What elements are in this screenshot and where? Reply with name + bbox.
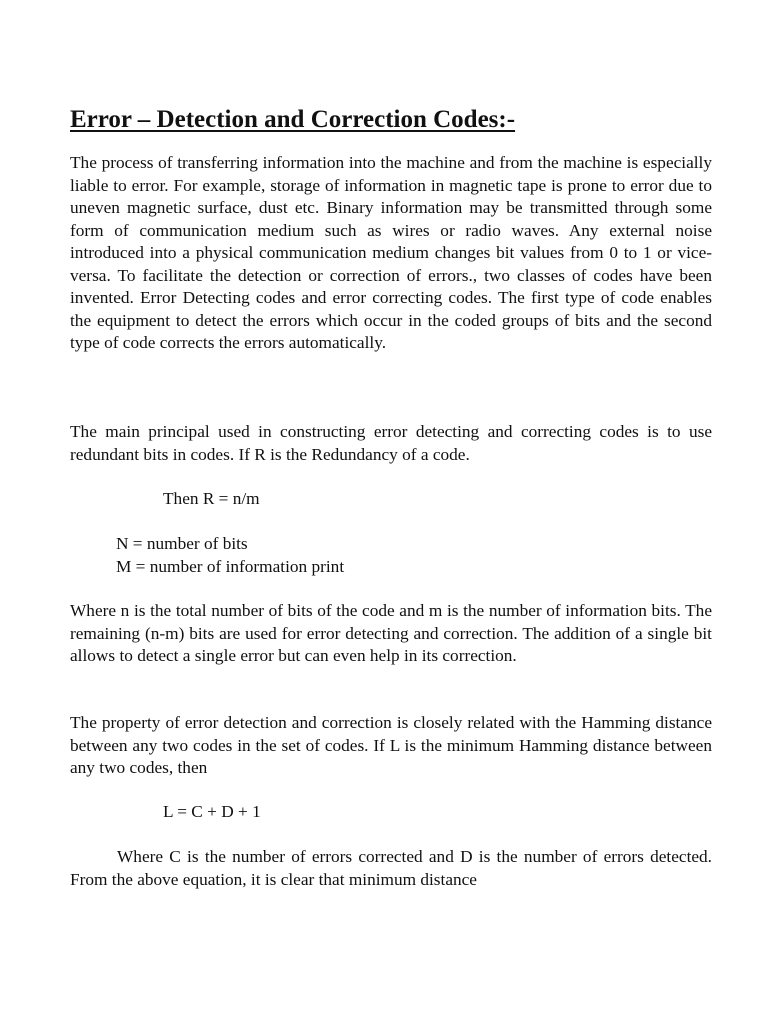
formula-redundancy: Then R = n/m xyxy=(163,489,260,508)
paragraph-intro: The process of transferring information into the machine and from the machine is especially liable to error. For example, storage of information in magnetic tape is prone to error due to uneven magnetic surface, dust etc. Binary information may be transmitted through some form of communication medium such as wires or radio waves. Any external noise introduced into a physical communication medium changes bit values from 0 to 1 or vice-versa. To facilitate the detection or correction of errors., two classes of codes have been invented. Error Detecting codes and error correcting codes. The first type of code enables the equipment to detect the errors which occur in the coded groups of bits and the second type of code corrects the errors automatically. xyxy=(70,153,712,352)
paragraph-redundancy: The main principal used in constructing error detecting and correcting codes is to use redundant bits in codes. If R is the Redundancy of a code. xyxy=(70,422,712,464)
formula-hamming: L = C + D + 1 xyxy=(163,802,261,821)
definitions-list xyxy=(116,533,344,578)
paragraph-hamming: The property of error detection and correction is closely related with the Hamming distance between any two codes in the set of codes. If L is the minimum Hamming distance between any two codes, then xyxy=(70,713,712,777)
paragraph-bits: Where n is the total number of bits of the code and m is the number of information bits. The remaining (n-m) bits are used for error detecting and correction. The addition of a single bit allows to detect a single error but can even help in its correction. xyxy=(70,601,712,665)
definition-m: M = number of information print xyxy=(116,556,345,576)
paragraph-corrected-detected: Where C is the number of errors corrected and D is the number of errors detected. From the above equation, it is clear that minimum distance xyxy=(70,847,712,889)
definition-n: N = number of bits xyxy=(116,534,248,553)
page-title: Error – Detection and Correction Codes:- xyxy=(70,106,516,133)
